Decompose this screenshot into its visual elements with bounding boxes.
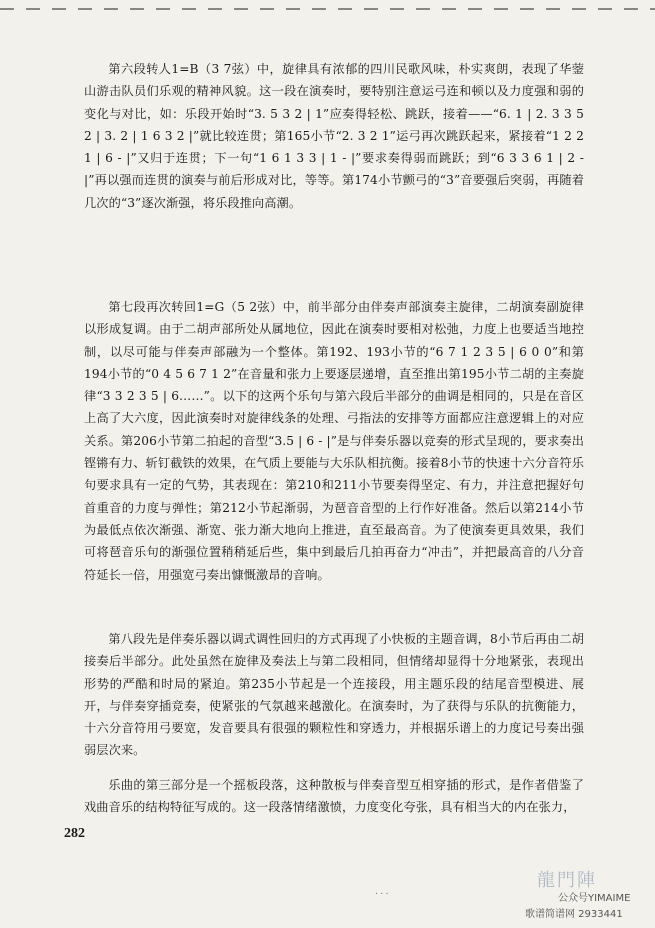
top-dashed-rule [0,8,655,10]
watermark-site: 歌谱简谱网 2933441 [525,909,623,920]
paragraph-section-six: 第六段转人1=B（3 7弦）中，旋律具有浓郁的四川民歌风味，朴实爽朗，表现了华蓥山游击队员们乐观的精神风貌。这一段在演奏时，要特别注意运弓连和顿以及力度强和弱的变化与对比，如：乐段开始时“3. 5 3 2 | 1”应奏得轻松、跳跃，接着——“6. 1 | 2. 3 3 5 2 | 3. 2 | 1 6 3 2 |”就比较连贯；第165小节“2. 3 2 1”运弓再次跳跃起来，紧接着“1 2 2 1 | 6 - |”又归于连贯；下一句“1 6 1 3 3 | 1 - |”要求奏得弱而跳跃；到“6 3 3 6 1 | 2 - |”再以强而连贯的演奏与前后形成对比，等等。第174小节颤弓的“3”音要强后突弱，再随着几次的“3”逐次渐强，将乐段推向高潮。 [84,62,584,210]
watermark-text: 公众号YIMAIME [558,893,631,904]
watermark-logo: 龍門陣 [537,870,597,891]
footer-dots: ... [375,886,391,897]
paragraph-section-eight: 第八段先是伴奏乐器以调式调性回归的方式再现了小快板的主题音调，8小节后再由二胡接奏后半部分。此处虽然在旋律及奏法上与第二段相同，但情绪却显得十分地紧张，表现出形势的严酷和时局的紧迫。第235小节起是一个连接段，用主题乐段的结尾音型模进、展开，与伴奏穿插竞奏，使紧张的气氛越来越激化。在演奏时，为了获得与乐队的抗衡能力，十六分音符用弓要宽，发音要具有很强的颗粒性和穿透力，并根据乐谱上的力度记号奏出强弱层次来。 [84,632,584,758]
paragraph-section-seven: 第七段再次转回1=G（5 2弦）中，前半部分由伴奏声部演奏主旋律，二胡演奏副旋律以形成复调。由于二胡声部所处从属地位，因此在演奏时要相对松弛，力度上也要适当地控制，以尽可能与伴奏声部融为一个整体。第192、193小节的“6 7 1 2 3 5 | 6 0 0”和第194小节的“0 4 5 6 7 1 2”在音量和张力上要逐层递增，直至推出第195小节二胡的主奏旋律“3 3 2 3 5 | 6……”。以下的这两个乐句与第六段后半部分的曲调是相同的，只是在音区上高了大六度，因此演奏时对旋律线条的处理、弓指法的安排等方面都应注意逻辑上的对应关系。第206小节第二拍起的音型“3.5 | 6 - |”是与伴奏乐器以竞奏的形式呈现的，要求奏出铿锵有力、斩钉截铁的效果，在气质上要能与大乐队相抗衡。接着8小节的快速十六分音符乐句要求具有一定的气势，其表现在：第210和211小节要奏得坚定、有力，并注意把握好句首重音的力度与弹性；第212小节起渐弱，为琶音音型的上行作好准备。然后以第214小节为最低点依次渐强、渐宽、张力渐大地向上推进，直至最高音。为了使演奏更具效果，我们可将琶音乐句的渐强位置稍稍延后些，集中到最后几拍再奋力“冲击”，并把最高音的八分音符延长一倍，用强宽弓奏出慷慨激昂的音响。 [84,300,584,582]
page-number: 282 [64,826,85,841]
paragraph-part-three: 乐曲的第三部分是一个摇板段落，这种散板与伴奏音型互相穿插的形式，是作者借鉴了戏曲音乐的结构特征写成的。这一段落情绪激愤，力度变化夸张，具有相当大的内在张力， [84,778,584,815]
